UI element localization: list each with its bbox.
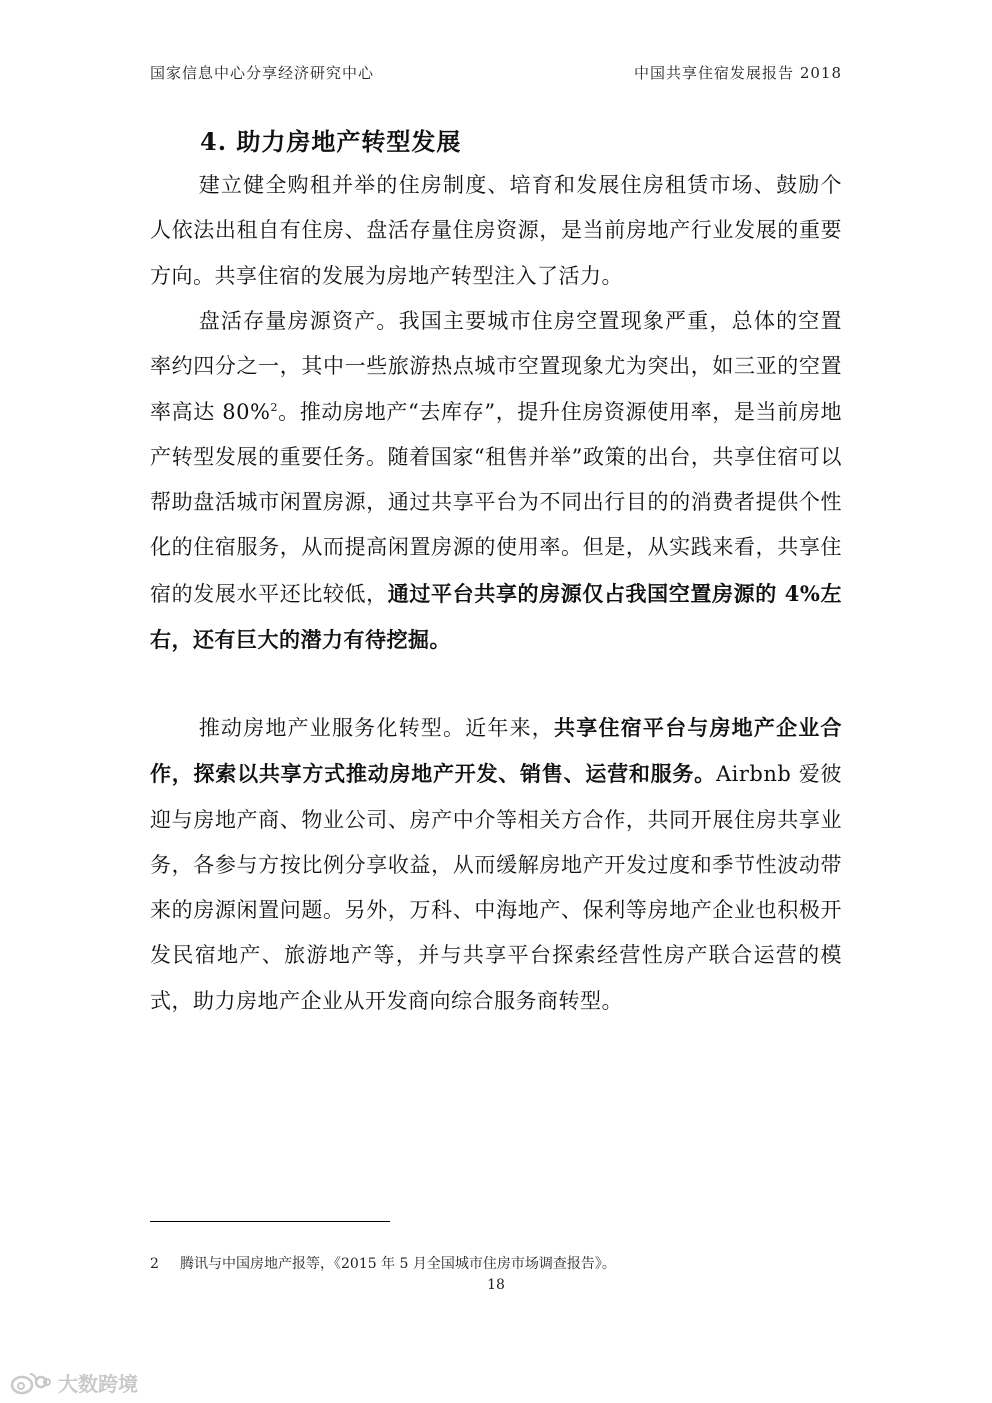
paragraph-2-text-a: 盘活存量房源资产。我国主要城市住房空置现象严重，总体的空置率约四分之一，其中一些旅游热点城市空置现象尤为突出，如三亚的空置率高达 80% xyxy=(150,309,842,424)
paragraph-2-text-b: 。推动房地产“去库存”，提升住房资源使用率，是当前房地产转型发展的重要任务。随着国家“租售并举”政策的出台，共享住宿可以帮助盘活城市闲置房源，通过共享平台为不同出行目的的消费者提供个性化的住宿服务，从而提高闲置房源的使用率。但是，从实践来看，共享住宿的发展水平还比较低， xyxy=(150,399,842,606)
paragraph-3-text-b: Airbnb 爱彼迎与房地产商、物业公司、房产中介等相关方合作，共同开展住房共享业务，各参与方按比例分享收益，从而缓解房地产开发过度和季节性波动带来的房源闲置问题。另外，万科、中海地产、保利等房地产企业也积极开发民宿地产、旅游地产等，并与共享平台探索经营性房产联合运营的模式，助力房地产企业从开发商向综合服务商转型。 xyxy=(150,762,842,1013)
header-left: 国家信息中心分享经济研究中心 xyxy=(150,64,375,82)
footnote-text: 腾讯与中国房地产报等，《2015 年 5 月全国城市住房市场调查报告》。 xyxy=(180,1256,616,1272)
footnote-ref: 2 xyxy=(270,400,278,414)
section-heading: 4. 助力房地产转型发展 xyxy=(200,127,462,156)
weibo-logo-icon xyxy=(10,1370,52,1396)
paragraph-3 xyxy=(150,705,842,1024)
paragraph-3-text-a: 推动房地产业服务化转型。近年来， xyxy=(198,716,555,740)
paragraph-1-text: 建立健全购租并举的住房制度、培育和发展住房租赁市场、鼓励个人依法出租自有住房、盘活存量住房资源，是当前房地产行业发展的重要方向。共享住宿的发展为房地产转型注入了活力。 xyxy=(150,173,842,288)
paragraph-2-bold: 通过平台共享的房源仅占我国空置房源的 4%左右，还有巨大的潜力有待挖掘。 xyxy=(150,580,842,653)
footnote-divider xyxy=(150,1221,390,1222)
footnote-number: 2 xyxy=(150,1256,159,1272)
paragraph-1 xyxy=(150,163,842,299)
footnote xyxy=(150,1253,616,1273)
paragraph-3-bold: 共享住宿平台与房地产企业合作，探索以共享方式推动房地产开发、销售、运营和服务。 xyxy=(150,715,843,787)
paragraph-2 xyxy=(150,299,842,663)
watermark xyxy=(10,1368,138,1397)
header-right: 中国共享住宿发展报告 2018 xyxy=(634,64,842,82)
page-number: 18 xyxy=(487,1277,505,1293)
watermark-text: 大数跨境 xyxy=(58,1372,138,1396)
